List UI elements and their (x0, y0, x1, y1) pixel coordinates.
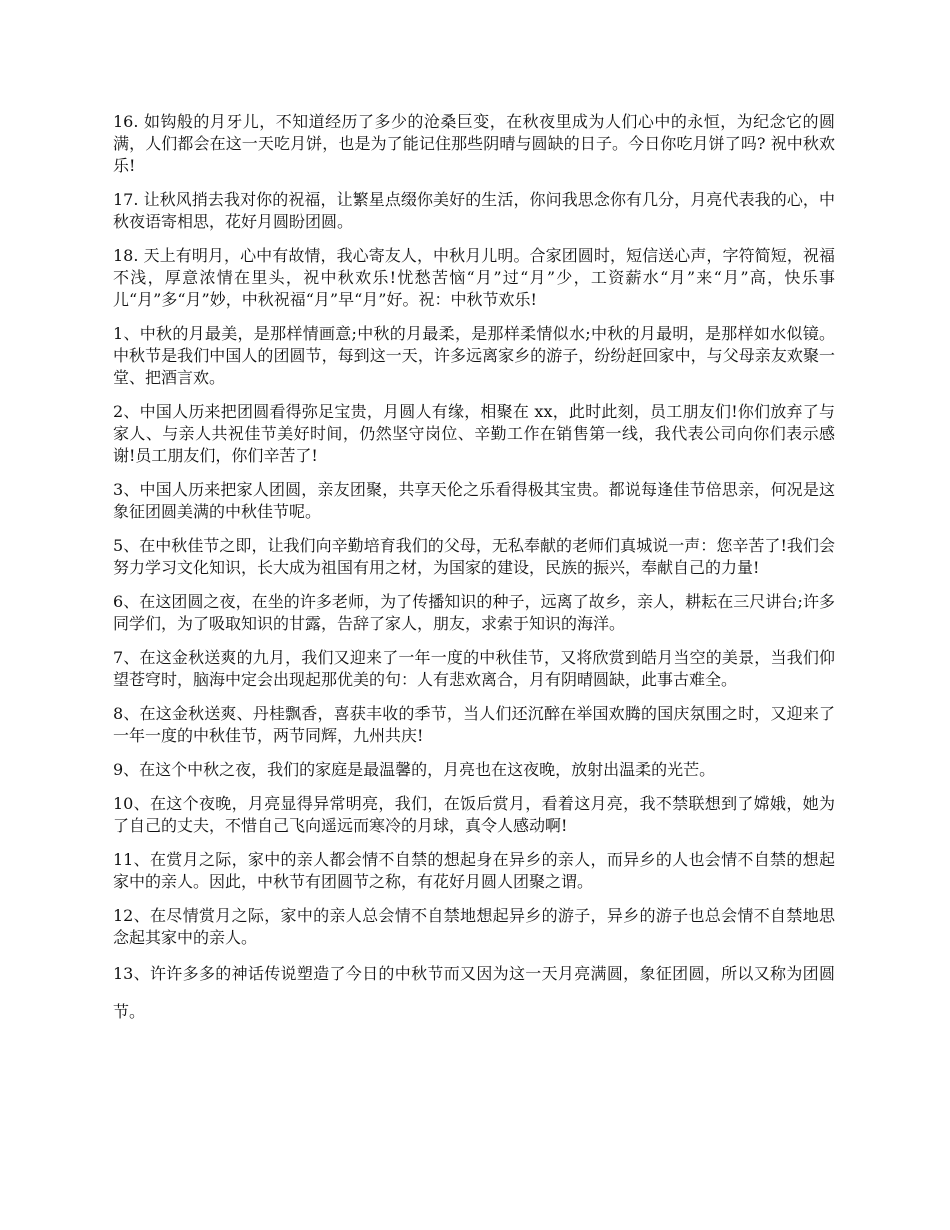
paragraph-18: 18. 天上有明月，心中有故情，我心寄友人，中秋月儿明。合家团圆时，短信送心声，字符简短，祝福不浅，厚意浓情在里头，祝中秋欢乐!忧愁苦恼“月”过“月”少，工资薪水“月”来“月”高，快乐事儿“月”多“月”妙，中秋祝福“月”早“月”好。祝：中秋节欢乐! (113, 246, 835, 309)
paragraph-13: 13、许许多多的神话传说塑造了今日的中秋节而又因为这一天月亮满圆，象征团圆，所以又称为团圆节。 (113, 964, 835, 1021)
paragraph-11: 11、在赏月之际，家中的亲人都会情不自禁的想起身在异乡的亲人，而异乡的人也会情不自禁的想起家中的亲人。因此，中秋节有团圆节之称，有花好月圆人团聚之谓。 (113, 850, 835, 891)
paragraph-5: 5、在中秋佳节之即，让我们向辛勤培育我们的父母，无私奉献的老师们真城说一声：您辛苦了!我们会努力学习文化知识，长大成为祖国有用之材，为国家的建设，民族的振兴，奉献自己的力量! (113, 536, 835, 577)
paragraph-16: 16. 如钩般的月牙儿，不知道经历了多少的沧桑巨变，在秋夜里成为人们心中的永恒，为纪念它的圆满，人们都会在这一天吃月饼，也是为了能记住那些阴晴与圆缺的日子。今日你吃月饼了吗? 祝中秋欢乐! (113, 112, 835, 175)
paragraph-9: 9、在这个中秋之夜，我们的家庭是最温馨的，月亮也在这夜晚，放射出温柔的光芒。 (113, 760, 716, 779)
paragraph-8: 8、在这金秋送爽、丹桂飘香，喜获丰收的季节，当人们还沉醉在举国欢腾的国庆氛围之时，又迎来了一年一度的中秋佳节，两节同辉，九州共庆! (113, 704, 835, 745)
paragraph-7: 7、在这金秋送爽的九月，我们又迎来了一年一度的中秋佳节，又将欣赏到皓月当空的美景，当我们仰望苍穹时，脑海中定会出现起那优美的句：人有悲欢离合，月有阴晴圆缺，此事古难全。 (113, 648, 835, 689)
document-body (113, 111, 835, 1043)
paragraph-6: 6、在这团圆之夜，在坐的许多老师，为了传播知识的种子，远离了故乡，亲人，耕耘在三尺讲台;许多同学们，为了吸取知识的甘露，告辞了家人，朋友，求索于知识的海洋。 (113, 592, 835, 633)
paragraph-3: 3、中国人历来把家人团圆，亲友团聚，共享天伦之乐看得极其宝贵。都说每逢佳节倍思亲，何况是这象征团圆美满的中秋佳节呢。 (113, 480, 835, 521)
paragraph-17: 17. 让秋风捎去我对你的祝福，让繁星点缀你美好的生活，你问我思念你有几分，月亮代表我的心，中秋夜语寄相思，花好月圆盼团圆。 (113, 190, 835, 231)
paragraph-12: 12、在尽情赏月之际，家中的亲人总会情不自禁地想起异乡的游子，异乡的游子也总会情不自禁地思念起其家中的亲人。 (113, 906, 835, 947)
paragraph-10: 10、在这个夜晚，月亮显得异常明亮，我们，在饭后赏月，看着这月亮，我不禁联想到了嫦娥，她为了自己的丈夫，不惜自己飞向遥远而寒冷的月球，真令人感动啊! (113, 794, 835, 835)
paragraph-1: 1、中秋的月最美，是那样情画意;中秋的月最柔，是那样柔情似水;中秋的月最明，是那样如水似镜。中秋节是我们中国人的团圆节，每到这一天，许多远离家乡的游子，纷纷赶回家中，与父母亲友欢聚一堂、把酒言欢。 (113, 324, 835, 387)
paragraph-2: 2、中国人历来把团圆看得弥足宝贵，月圆人有缘，相聚在 xx，此时此刻，员工朋友们!你们放弃了与家人、与亲人共祝佳节美好时间，仍然坚守岗位、辛勤工作在销售第一线，我代表公司向你们表示感谢!员工朋友们，你们辛苦了! (113, 402, 835, 465)
